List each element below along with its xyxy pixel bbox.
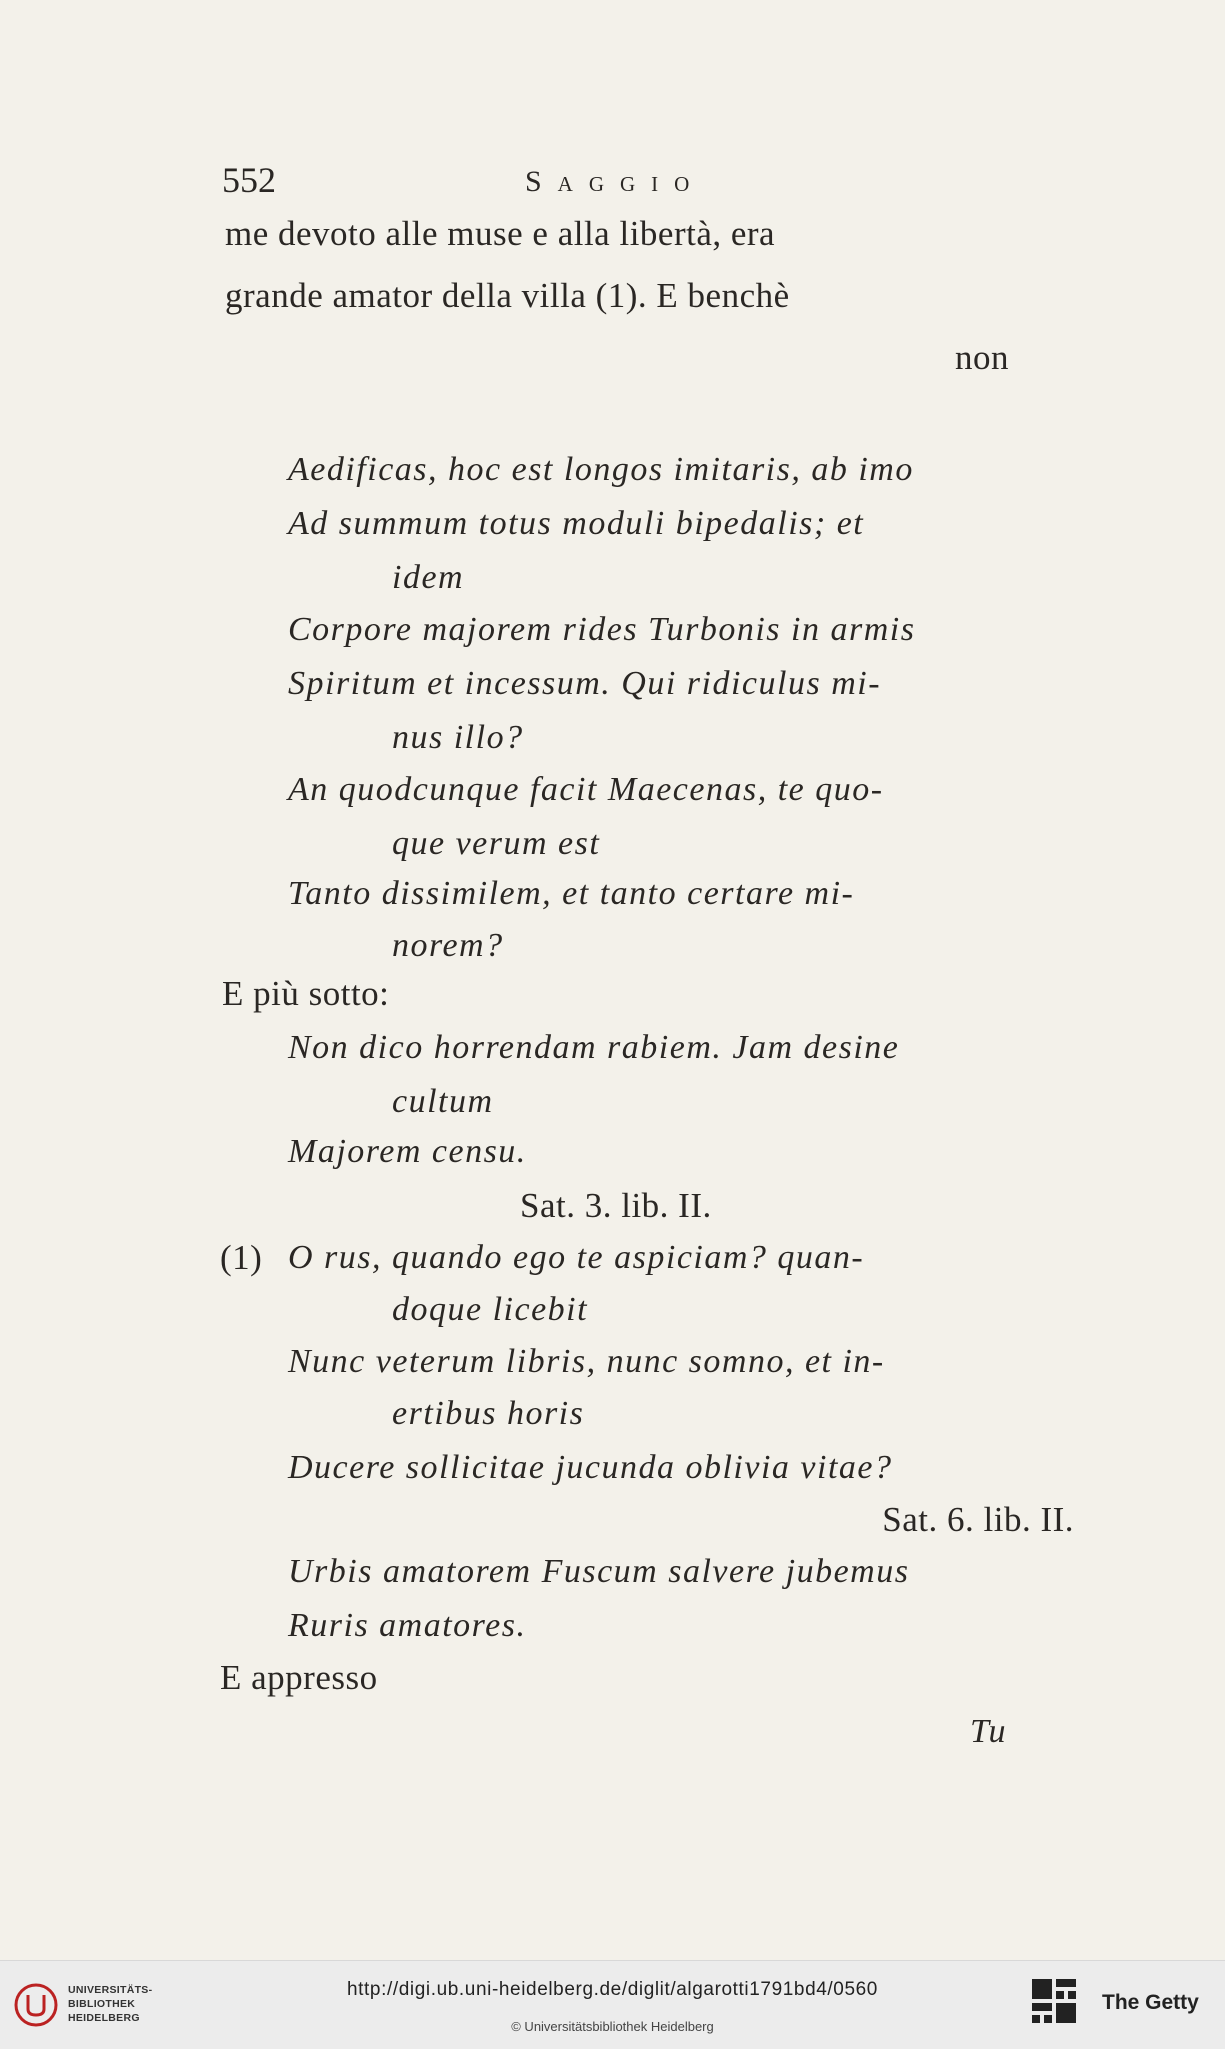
- library-name-line: HEIDELBERG: [68, 2012, 140, 2024]
- citation: Sat. 6. lib. II.: [882, 1500, 1074, 1539]
- text-line: E più sotto:: [222, 974, 390, 1013]
- copyright-notice: © Universitätsbibliothek Heidelberg: [511, 2019, 714, 2034]
- footnote-line: Nunc veterum libris, nunc somno, et in-: [288, 1343, 885, 1380]
- running-title: Saggio: [525, 165, 706, 198]
- footnote-marker: (1): [220, 1238, 263, 1277]
- footnote-line: doque licebit: [392, 1291, 589, 1328]
- getty-logo-icon: [1030, 1977, 1080, 2033]
- quote-line: cultum: [392, 1083, 494, 1120]
- quote-line: Non dico horrendam rabiem. Jam desine: [288, 1029, 900, 1066]
- quote-line: Corpore majorem rides Turbonis in armis: [288, 611, 916, 648]
- quote-line: Majorem censu.: [288, 1133, 527, 1170]
- permalink[interactable]: http://digi.ub.uni-heidelberg.de/diglit/algarotti1791bd4/0560: [347, 1979, 878, 2000]
- quote-line: Tanto dissimilem, et tanto certare mi-: [288, 875, 855, 912]
- viewer-footer: [0, 1960, 1225, 2049]
- page-number: 552: [222, 160, 276, 200]
- text-line: E appresso: [220, 1658, 378, 1697]
- quote-line: Ad summum totus moduli bipedalis; et: [288, 505, 865, 542]
- quote-line: An quodcunque facit Maecenas, te quo-: [288, 771, 884, 808]
- quote-line: que verum est: [392, 825, 601, 862]
- quote-line: norem?: [392, 927, 504, 964]
- citation: Sat. 3. lib. II.: [520, 1186, 712, 1225]
- footnote-line: Urbis amatorem Fuscum salvere jubemus: [288, 1553, 910, 1590]
- text-line: grande amator della villa (1). E benchè: [225, 276, 790, 315]
- footnote-line: Ducere sollicitae jucunda oblivia vitae?: [288, 1449, 893, 1486]
- footnote-line: ertibus horis: [392, 1395, 585, 1432]
- quote-line: idem: [392, 559, 465, 596]
- quote-line: Aedificas, hoc est longos imitaris, ab imo: [288, 451, 914, 488]
- footnote-line: O rus, quando ego te aspiciam? quan-: [288, 1239, 865, 1276]
- quote-line: nus illo?: [392, 719, 524, 756]
- footnote-line: Ruris amatores.: [288, 1607, 527, 1644]
- catchword: Tu: [970, 1713, 1008, 1750]
- library-name-line: BIBLIOTHEK: [68, 1998, 136, 2010]
- quote-line: Spiritum et incessum. Qui ridiculus mi-: [288, 665, 882, 702]
- partner-name: The Getty: [1102, 1991, 1199, 2014]
- text-line: non: [955, 338, 1009, 377]
- text-line: me devoto alle muse e alla libertà, era: [225, 214, 776, 253]
- library-name-line: UNIVERSITÄTS-: [68, 1984, 153, 1996]
